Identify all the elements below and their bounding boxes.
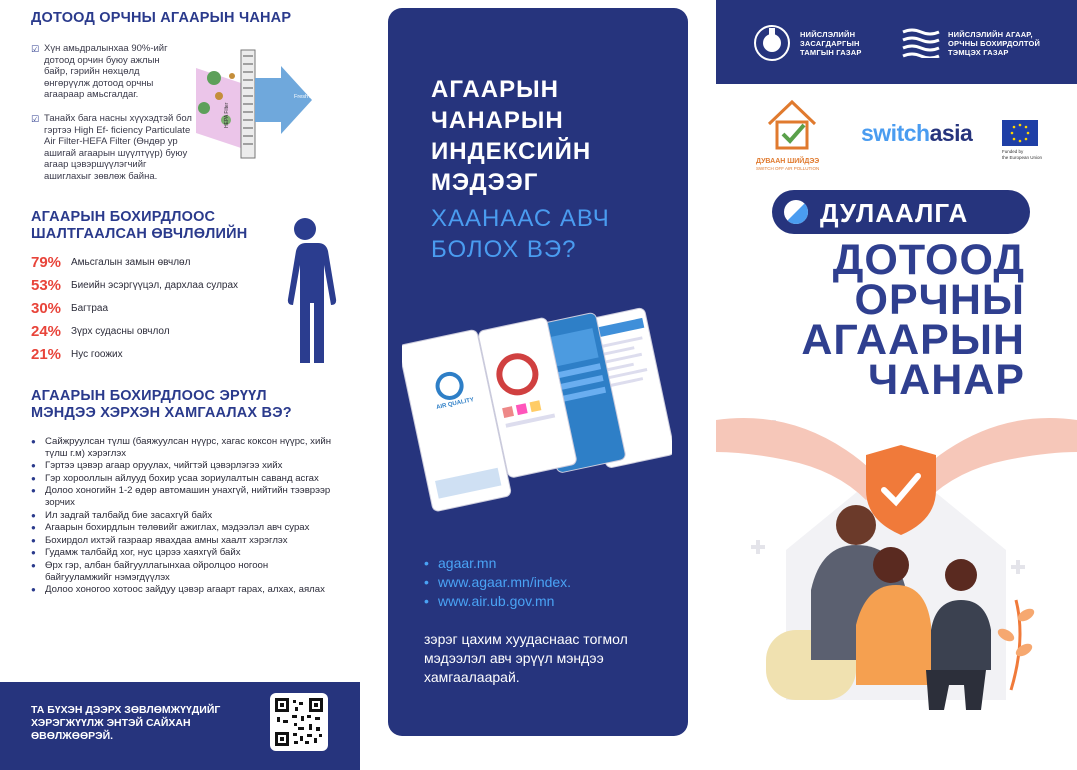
stat-row (31, 277, 238, 294)
stat-label: Амьсгалын замын өвчлөл (71, 257, 191, 268)
list-item: ● Гэр хорооллын айлууд бохир усаа зориулалтын саванд асгах (31, 473, 331, 485)
eu-note-line: Funded by (1002, 149, 1024, 154)
list-item: ● Агаарын бохирдлын төлөвийг ажиглах, мэдээлэл авч сурах (31, 522, 331, 534)
wave-logo-icon (901, 28, 941, 58)
switchasia-part-b: asia (929, 120, 973, 146)
footer-text-line: ТА БҮХЭН ДЭЭРХ ЗӨВЛӨМЖҮҮДИЙГ (31, 704, 221, 716)
app-brand-label: AIR QUALITY (435, 397, 475, 411)
logos-header (716, 0, 1077, 84)
logo1-line: ТАМГЫН ГАЗАР (800, 48, 862, 57)
stat-row (31, 323, 170, 340)
section-title-protect-2: МЭНДЭЭ ХЭРХЭН ХАМГААЛАХ ВЭ? (31, 405, 292, 421)
fresh-air-label: Fresh Air (294, 94, 317, 100)
left-panel (0, 0, 360, 770)
list-item: ● Гудамж талбайд хог, нус цэрээ хаяхгүй байх (31, 547, 331, 559)
footer-text-line: ХЭРЭГЖҮҮЛЖ ЭНТЭЙ САЙХАН (31, 717, 191, 729)
air-filter-illustration (186, 38, 326, 163)
stat-percent: 30% (31, 300, 62, 317)
emblem-icon (752, 22, 792, 64)
left-footer-banner (0, 682, 360, 770)
category-pill (772, 190, 1030, 234)
stat-percent: 53% (31, 277, 62, 294)
middle-title-line: ИНДЕКСИЙН (431, 138, 592, 165)
list-item: ● Өрх гэр, албан байгууллагынхаа ойролцоо ногоон байгууламжийг нэмэгдүүлэх (31, 560, 331, 583)
qr-code[interactable] (270, 693, 328, 751)
house-logo-icon (763, 96, 821, 156)
logo2-line: НИЙСЛЭЛИЙН АГААР, (948, 30, 1033, 39)
link-air-ub-gov-mn[interactable]: • www.air.ub.gov.mn (424, 592, 571, 611)
section-title-protect-1: АГААРЫН БОХИРДЛООС ЭРҮҮЛ (31, 388, 267, 404)
list-item: ● Долоо хоногийн 1-2 өдөр автомашин унахгүй, нийтийн тээврээр зорчих (31, 485, 331, 508)
switchasia-part-a: switch (861, 120, 930, 146)
eu-flag-icon (1002, 120, 1038, 146)
logo3-line2: SWITCH OFF AIR POLLUTION (756, 166, 820, 171)
list-item: ● Ил задгай талбайд бие засахгүй байх (31, 510, 331, 522)
info-text-1: Хүн амьдралынхаа 90%-ийг дотоод орчин буюу ажлын байр, гэрийн нөхцөлд өнгөрүүлж дотоод орчны агаараар амьсгалдаг. (44, 43, 168, 100)
footer-text-line: ӨВӨЛЖӨӨРЭЙ. (31, 730, 114, 742)
hepa-filter-label: HEPA Filter (224, 102, 230, 128)
main-title-line: ДОТООД (832, 236, 1025, 284)
stat-row (31, 346, 123, 363)
section-title-diseases-1: АГААРЫН БОХИРДЛООС (31, 209, 216, 225)
right-panel (716, 0, 1077, 770)
middle-paragraph: зэрэг цахим хуудаснаас тогмол мэдээлэл авч эрүүл мэндээ хамгаалаарай. (424, 631, 628, 685)
middle-title-line: АГААРЫН (431, 76, 559, 103)
info-text-2: Танайх бага насны хүүхэдтэй бол гэртээ High Ef- ficiency Particulate Air Filter-HEFA Filter (Өндөр ур ашигай агаарын шүүлтүүр) буюу агаар цэвэршүүлэгчийг ашиглахыг зөвлөж байна. (44, 113, 192, 182)
checkbox-icon: ☑ (31, 44, 40, 54)
middle-subtitle-line: ХААНААС АВЧ (431, 205, 610, 232)
stat-percent: 21% (31, 346, 62, 363)
stat-label: Нус гоожих (71, 349, 123, 360)
tips-list (31, 436, 331, 597)
logo3-line1: ДУВААН ШИЙДЭЭ (756, 158, 820, 165)
stat-label: Биеийн эсэргүүцэл, дархлаа сулрах (71, 280, 239, 291)
middle-subtitle-line: БОЛОХ ВЭ? (431, 236, 577, 263)
human-body-icon (270, 215, 340, 370)
stat-percent: 79% (31, 254, 62, 271)
website-links (424, 554, 571, 611)
list-item: ● Долоо хоногоо хотоос зайдуу цэвэр агаарт гарах, алхах, аялах (31, 584, 331, 596)
main-title-line: ЧАНАР (867, 356, 1025, 404)
section-title-diseases-2: ШАЛТГААЛСАН ӨВЧЛӨЛИЙН (31, 226, 248, 242)
half-circle-icon (784, 200, 808, 224)
family-protection-illustration (716, 400, 1077, 770)
switchasia-logo (861, 120, 972, 147)
pill-label: ДУЛААЛГА (820, 198, 969, 228)
middle-title-line: МЭДЭЭГ (431, 169, 539, 196)
link-agaar-mn[interactable]: • agaar.mn (424, 554, 571, 573)
logo1-line: ЗАСАГДАРГЫН (800, 39, 860, 48)
section-title-indoor-air: ДОТООД ОРЧНЫ АГААРЫН ЧАНАР (31, 10, 292, 26)
main-title-line: ОРЧНЫ (854, 276, 1025, 324)
stat-label: Зүрх судасны овчлол (71, 326, 170, 337)
middle-panel (388, 8, 688, 736)
logo1-line: НИЙСЛЭЛИЙН (800, 30, 856, 39)
eu-note-line: the European Union (1002, 154, 1043, 160)
stat-row (31, 254, 190, 271)
middle-title-line: ЧАНАРЫН (431, 107, 564, 134)
list-item: ● Гэртээ цэвэр агаар оруулах, чийгтэй цэвэрлэгээ хийх (31, 460, 331, 472)
link-agaar-mn-index[interactable]: • www.agaar.mn/index. (424, 573, 571, 592)
stat-row (31, 300, 108, 317)
list-item: ● Сайжруулсан түлш (баяжуулсан нүүрс, хагас коксон нүүрс, хийн түлш г.м) хэрэглэх (31, 436, 331, 459)
stat-percent: 24% (31, 323, 62, 340)
checkbox-icon: ☑ (31, 114, 40, 124)
logo2-line: ТЭМЦЭХ ГАЗАР (948, 48, 1009, 57)
logo2-line: ОРЧНЫ БОХИРДОЛТОЙ (948, 39, 1041, 48)
qr-code-icon (275, 698, 323, 746)
list-item: ● Бохирдол ихтэй газраар явахдаа амны хаалт хэрэглэх (31, 535, 331, 547)
stat-label: Багтраа (71, 303, 109, 314)
main-title-line: АГААРЫН (801, 316, 1025, 364)
